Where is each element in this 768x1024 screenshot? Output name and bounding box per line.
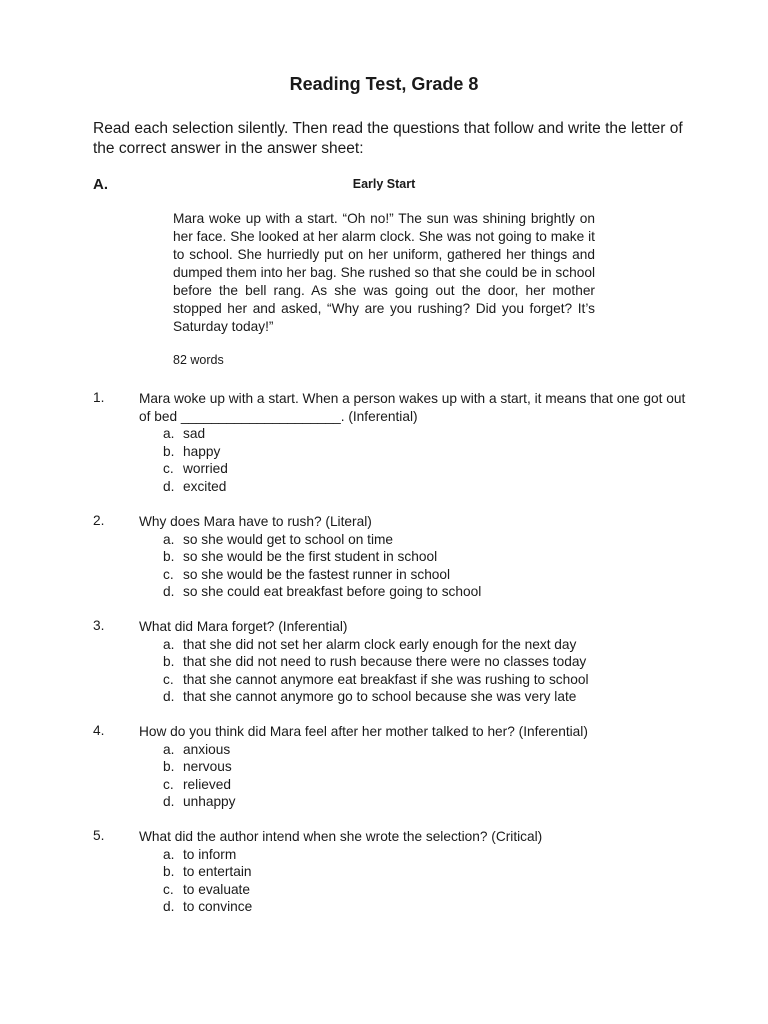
word-count: 82 words [173, 353, 224, 367]
selection-title: Early Start [352, 177, 416, 191]
option-text: anxious [183, 741, 231, 757]
option-letter: c. [163, 566, 174, 582]
option-letter: b. [163, 549, 175, 564]
question-text: Why does Mara have to rush? (Literal) [139, 514, 372, 529]
option-letter: c. [163, 671, 174, 687]
option-b [163, 758, 693, 776]
option-a [163, 531, 693, 549]
question-number: 3. [93, 618, 105, 633]
question-text: What did Mara forget? (Inferential) [139, 619, 348, 634]
option-text: to convince [183, 899, 253, 914]
option-letter: d. [163, 478, 175, 494]
instructions: Read each selection silently. Then read the questions that follow and write the letter of the correct answer in the answer sheet: [93, 120, 683, 157]
question-1 [93, 390, 693, 495]
option-c [163, 671, 693, 689]
option-c [163, 460, 693, 478]
question-4 [93, 723, 693, 811]
question-number: 4. [93, 723, 105, 738]
option-text: so she would be the first student in school [183, 549, 438, 564]
option-text: to inform [183, 846, 237, 862]
question-number: 5. [93, 828, 105, 843]
option-letter: c. [163, 461, 174, 476]
option-letter: d. [163, 689, 175, 704]
option-text: so she would be the fastest runner in school [183, 566, 451, 582]
option-b [163, 548, 693, 566]
option-letter: a. [163, 741, 175, 757]
option-letter: b. [163, 759, 175, 774]
option-text: so she could eat breakfast before going to school [183, 584, 482, 599]
option-c [163, 776, 693, 794]
option-b [163, 443, 693, 461]
option-letter: a. [163, 846, 175, 862]
option-a [163, 846, 693, 864]
option-letter: c. [163, 881, 174, 897]
option-letter: b. [163, 443, 175, 459]
option-letter: a. [163, 531, 175, 547]
option-c [163, 566, 693, 584]
option-letter: c. [163, 776, 174, 792]
option-c [163, 881, 693, 899]
section-letter: A. [93, 176, 108, 193]
option-text: worried [183, 461, 228, 476]
answer-options [163, 531, 693, 601]
option-text: excited [183, 478, 227, 494]
answer-options [163, 846, 693, 916]
option-b [163, 863, 693, 881]
option-text: that she cannot anymore go to school because she was very late [183, 689, 577, 704]
option-letter: d. [163, 584, 175, 599]
option-text: that she cannot anymore eat breakfast if she was rushing to school [183, 671, 589, 687]
option-d [163, 688, 693, 706]
page-title: Reading Test, Grade 8 [289, 74, 479, 94]
option-text: to entertain [183, 864, 252, 879]
reading-passage: Mara woke up with a start. “Oh no!” The sun was shining brightly on her face. She looked at her alarm clock. She was not going to make it to school. She hurriedly put on her uniform, gathered her things and dumped them into her bag. She rushed so that she could be in school before the bell rang. As she was going out the door, her mother stopped her and asked, “Why are you rushing? Did you forget? It’s Saturday today!” [173, 211, 595, 334]
option-a [163, 741, 693, 759]
option-text: happy [183, 443, 221, 459]
question-number: 1. [93, 390, 105, 405]
option-d [163, 793, 693, 811]
option-letter: a. [163, 426, 175, 441]
answer-options [163, 425, 693, 495]
option-letter: b. [163, 864, 175, 879]
option-text: sad [183, 426, 206, 441]
question-number: 2. [93, 513, 105, 528]
question-2 [93, 513, 693, 601]
option-letter: d. [163, 794, 175, 809]
option-text: to evaluate [183, 881, 250, 897]
option-text: that she did not need to rush because there were no classes today [183, 654, 587, 669]
option-text: unhappy [183, 794, 236, 809]
answer-options [163, 741, 693, 811]
question-text: How do you think did Mara feel after her mother talked to her? (Inferential) [139, 724, 588, 739]
option-d [163, 583, 693, 601]
option-text: that she did not set her alarm clock early enough for the next day [183, 636, 577, 652]
option-letter: a. [163, 636, 175, 652]
question-text: Mara woke up with a start. When a person wakes up with a start, it means that one got out of bed _____________________. (Inferential) [139, 391, 686, 424]
option-d [163, 478, 693, 496]
option-letter: d. [163, 899, 175, 914]
option-letter: b. [163, 654, 175, 669]
option-b [163, 653, 693, 671]
option-text: relieved [183, 776, 231, 792]
option-text: nervous [183, 759, 232, 774]
option-a [163, 636, 693, 654]
question-text: What did the author intend when she wrote the selection? (Critical) [139, 829, 543, 844]
option-a [163, 425, 693, 443]
answer-options [163, 636, 693, 706]
option-text: so she would get to school on time [183, 531, 393, 547]
question-5 [93, 828, 693, 916]
question-3 [93, 618, 693, 706]
option-d [163, 898, 693, 916]
